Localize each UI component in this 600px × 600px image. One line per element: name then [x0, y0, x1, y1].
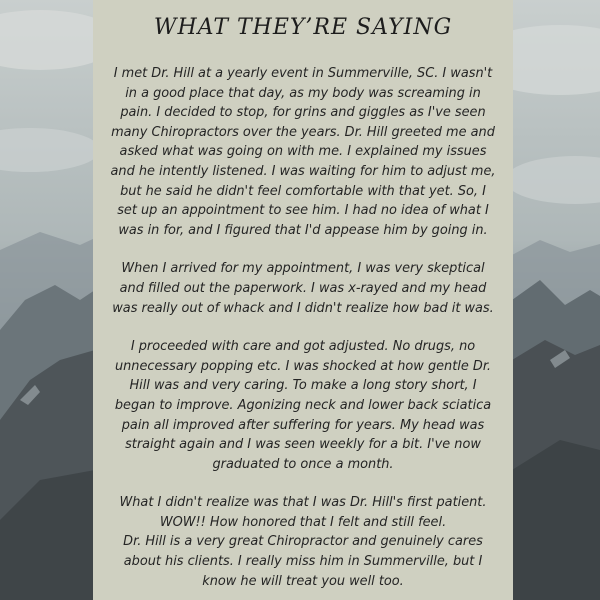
paragraph-spacer [101, 240, 505, 259]
text-line: know he will treat you well too. [202, 573, 404, 589]
text-line: graduated to once a month. [212, 456, 394, 472]
text-line: was in for, and I figured that I'd appease him by going in. [118, 222, 488, 238]
text-line: in a good place that day, as my body was screaming in [125, 85, 481, 101]
testimonial-paragraph-3 [101, 337, 505, 474]
text-line: asked what was going on with me. I explained my issues [119, 144, 487, 160]
text-line: about his clients. I really miss him in Summerville, but I [123, 554, 483, 570]
text-line: unnecessary popping etc. I was shocked at how gentle Dr. [114, 358, 492, 374]
text-line: I met Dr. Hill at a yearly event in Summerville, SC. I wasn't [113, 66, 493, 81]
text-line: pain all improved after suffering for years. My head was [121, 417, 485, 433]
paragraph-spacer [101, 318, 505, 337]
text-line: was really out of whack and I didn't realize how bad it was. [112, 300, 494, 316]
text-line: I proceeded with care and got adjusted. No drugs, no [130, 339, 476, 355]
text-line: many Chiropractors over the years. Dr. Hill greeted me and [111, 124, 495, 140]
text-line: When I arrived for my appointment, I was very skeptical [121, 261, 485, 277]
testimonial-paragraph-2 [101, 259, 505, 318]
paragraph-spacer [101, 474, 505, 493]
text-line: WOW!! How honored that I felt and still feel. [159, 514, 447, 530]
text-line: and filled out the paperwork. I was x-rayed and my head [119, 280, 487, 296]
text-line: Dr. Hill is a very great Chiropractor and genuinely cares [123, 534, 483, 550]
text-line: pain. I decided to stop, for grins and giggles as I've seen [120, 105, 486, 121]
section-heading: WHAT THEY’RE SAYING [153, 15, 453, 40]
testimonial-panel [93, 0, 513, 600]
text-line: straight again and I was seen weekly for a bit. I've now [125, 437, 481, 453]
text-line: Hill was and very caring. To make a long story short, I [129, 378, 477, 394]
text-line: began to improve. Agonizing neck and lower back sciatica [114, 397, 492, 413]
text-line: set up an appointment to see him. I had no idea of what I [117, 203, 489, 219]
text-line: but he said he didn't feel comfortable with that yet. So, I [120, 183, 486, 199]
testimonial-paragraph-4 [101, 493, 505, 591]
text-line: What I didn't realize was that I was Dr. Hill's first patient. [119, 495, 487, 511]
testimonial-paragraph-1 [101, 64, 505, 240]
text-line: and he intently listened. I was waiting for him to adjust me, [110, 163, 496, 179]
